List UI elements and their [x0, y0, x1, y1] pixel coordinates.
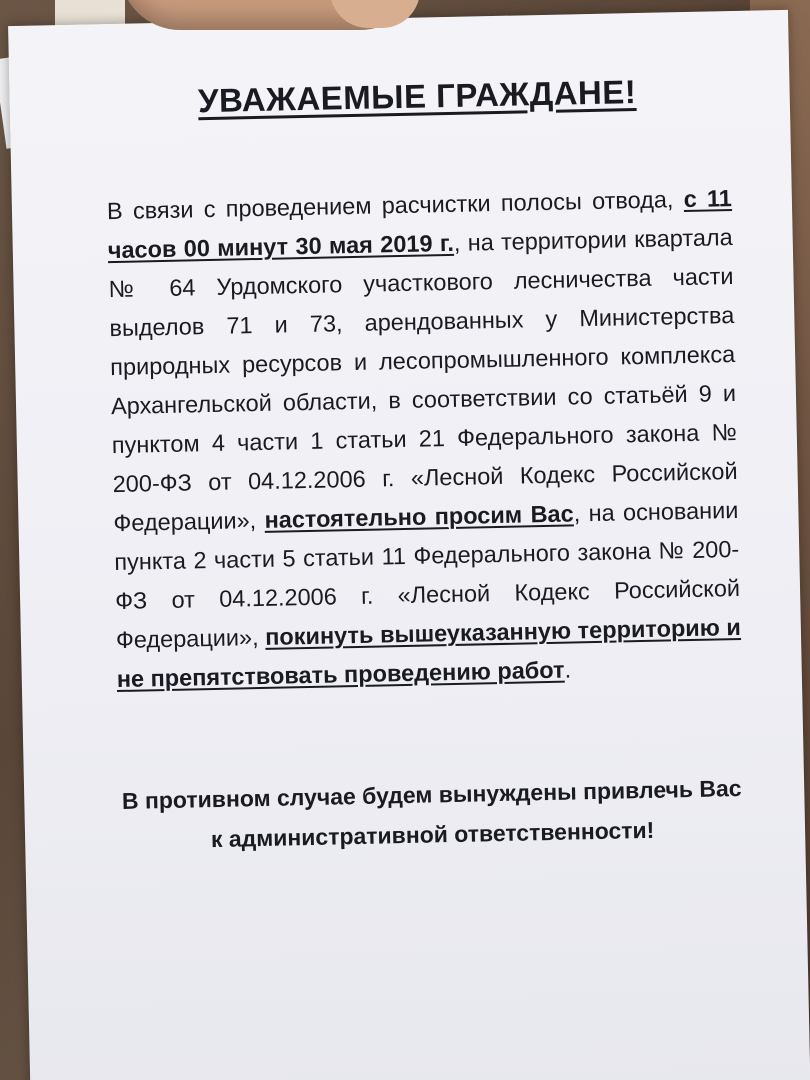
notice-heading: УВАЖАЕМЫЕ ГРАЖДАНЕ!: [197, 73, 637, 120]
paragraph-part-4: .: [564, 656, 572, 683]
demand-emphasis: покинуть вышеуказанную территорию и не препятствовать проведению работ: [116, 613, 742, 693]
request-emphasis: настоятельно просим Вас: [264, 500, 574, 533]
date-emphasis: с 11 часов 00 минут 30 мая 2019 г.: [107, 185, 733, 264]
notice-content: [104, 71, 745, 861]
paragraph-part-2: , на территории квартала № 64 Урдомского участкового лесничества части выделов 71 и 73, арендованных у Министерства природных ресурсов и лесопромышленного комплекса Архангельской области, в соответствии со статьёй 9 и пунктом 4 части 1 статьи 21 Федерального закона № 200-ФЗ от 04.12.2006 г. «Лесной Кодекс Российской Федерации»,: [108, 224, 738, 537]
notice-warning: [119, 768, 746, 861]
paragraph-part-1: В связи с проведением расчистки полосы отвода,: [106, 186, 684, 225]
warning-line-1: В противном случае будем вынуждены привлечь Вас: [121, 774, 742, 814]
paragraph-part-3: , на основании пункта 2 части 5 статьи 11 Федерального закона № 200-ФЗ от 04.12.2006 г. «Лесной Кодекс Российской Федерации»,: [114, 496, 741, 654]
warning-line-2: к административной ответственности!: [210, 816, 655, 853]
notice-sheet: [8, 10, 810, 1080]
notice-paragraph: [107, 179, 742, 699]
